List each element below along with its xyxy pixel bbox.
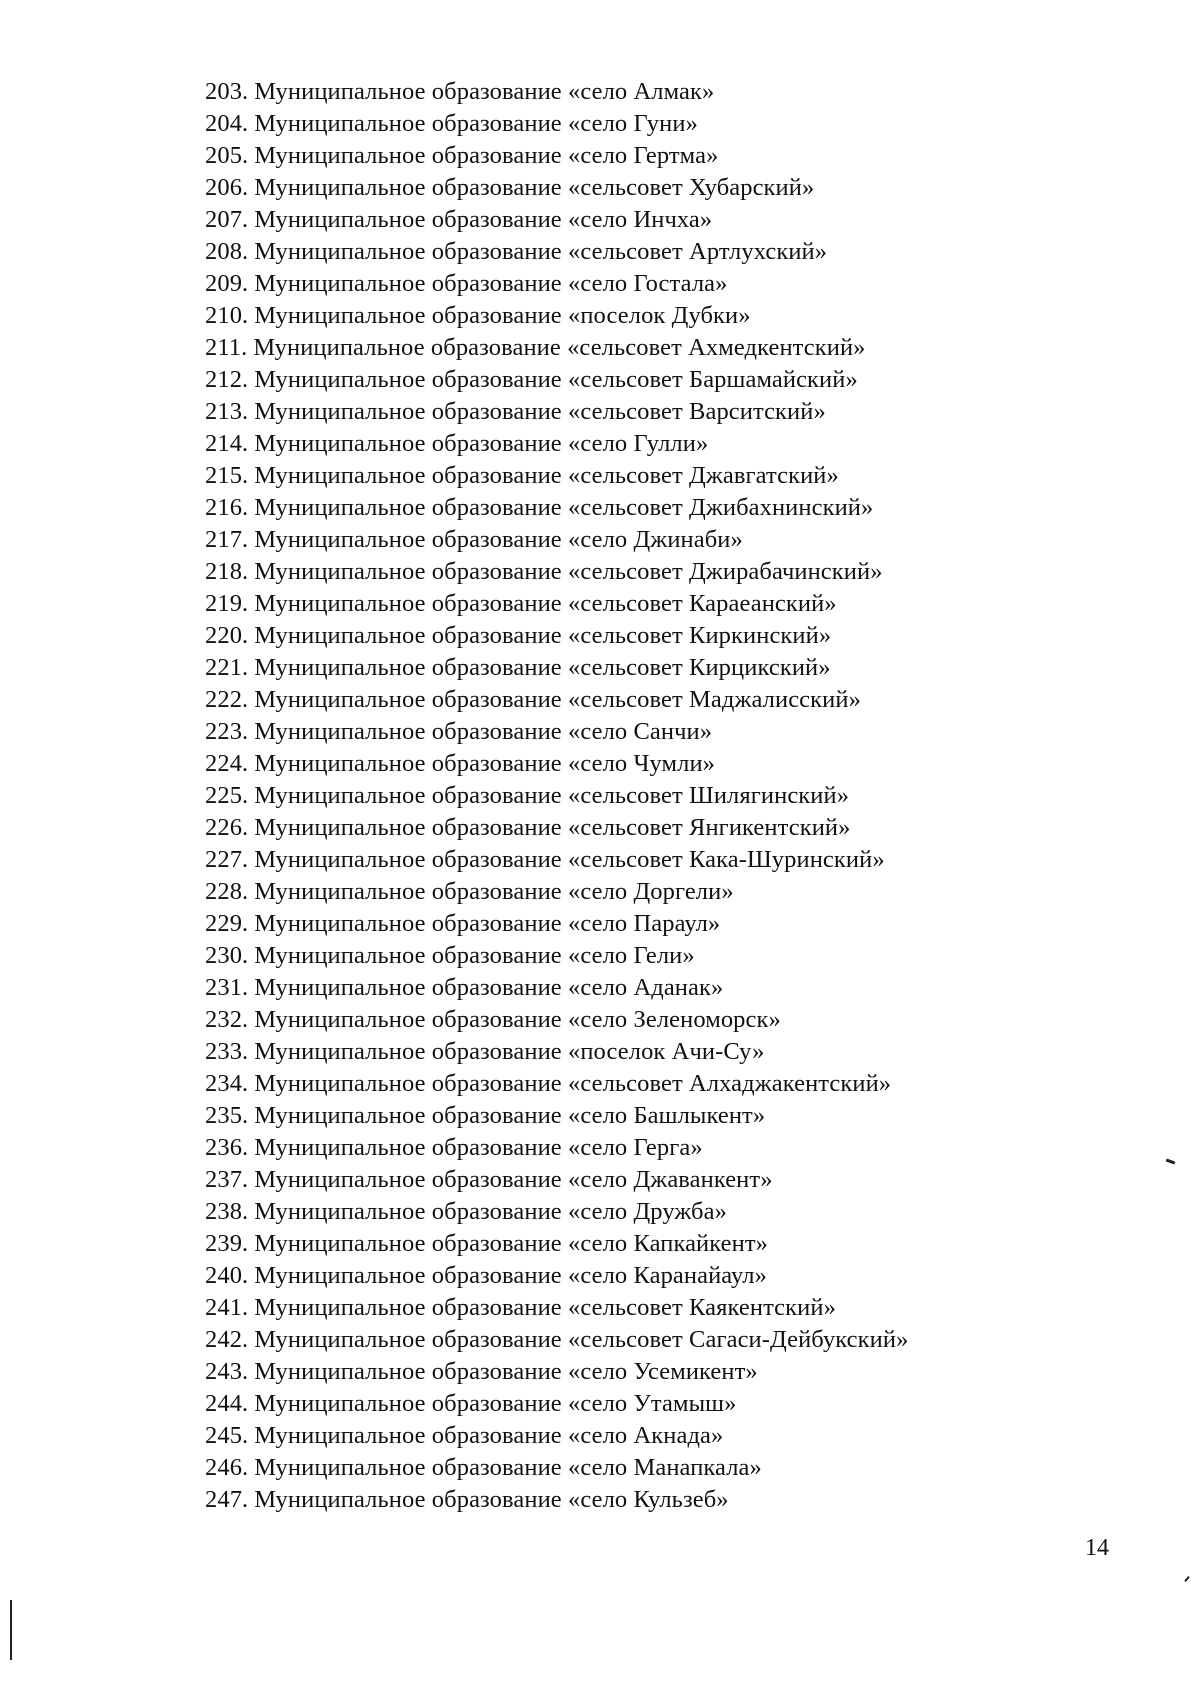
list-item — [205, 844, 908, 876]
list-item — [205, 1196, 908, 1228]
item-number: 222. — [205, 686, 249, 713]
item-number: 236. — [205, 1134, 249, 1161]
list-item — [205, 460, 908, 492]
item-number: 240. — [205, 1262, 249, 1289]
item-text: Муниципальное образование «село Манапкала» — [254, 1454, 762, 1481]
item-number: 238. — [205, 1198, 249, 1225]
item-text: Муниципальное образование «сельсовет Кирцикский» — [254, 654, 831, 681]
item-text: Муниципальное образование «село Гулли» — [254, 430, 709, 457]
list-item — [205, 428, 908, 460]
item-text: Муниципальное образование «сельсовет Шилягинский» — [254, 782, 850, 809]
item-text: Муниципальное образование «сельсовет Варситский» — [254, 398, 826, 425]
item-number: 244. — [205, 1390, 249, 1417]
item-number: 232. — [205, 1006, 249, 1033]
item-number: 226. — [205, 814, 249, 841]
scan-artifact-mark — [10, 1600, 12, 1660]
item-text: Муниципальное образование «село Зеленоморск» — [254, 1006, 781, 1033]
item-number: 203. — [205, 78, 249, 105]
item-text: Муниципальное образование «сельсовет Джибахнинский» — [254, 494, 874, 521]
item-number: 231. — [205, 974, 249, 1001]
item-text: Муниципальное образование «село Кульзеб» — [254, 1486, 729, 1513]
list-item — [205, 748, 908, 780]
item-text: Муниципальное образование «сельсовет Ахмедкентский» — [253, 334, 866, 361]
item-number: 221. — [205, 654, 249, 681]
item-text: Муниципальное образование «сельсовет Каякентский» — [254, 1294, 836, 1321]
item-text: Муниципальное образование «сельсовет Сагаси-Дейбукский» — [254, 1326, 909, 1353]
list-item — [205, 1484, 908, 1516]
list-item — [205, 1324, 908, 1356]
list-item — [205, 652, 908, 684]
list-item — [205, 908, 908, 940]
list-item — [205, 172, 908, 204]
list-item — [205, 1004, 908, 1036]
list-item — [205, 76, 908, 108]
item-number: 247. — [205, 1486, 249, 1513]
item-text: Муниципальное образование «село Джинаби» — [254, 526, 743, 553]
item-number: 233. — [205, 1038, 249, 1065]
item-text: Муниципальное образование «поселок Дубки» — [254, 302, 751, 329]
item-number: 204. — [205, 110, 249, 137]
list-item — [205, 204, 908, 236]
item-number: 245. — [205, 1422, 249, 1449]
list-item — [205, 140, 908, 172]
item-text: Муниципальное образование «сельсовет Кака-Шуринский» — [254, 846, 885, 873]
list-item — [205, 588, 908, 620]
item-number: 213. — [205, 398, 249, 425]
list-item — [205, 1132, 908, 1164]
item-number: 206. — [205, 174, 249, 201]
item-number: 228. — [205, 878, 249, 905]
page-number: 14 — [1085, 1535, 1109, 1561]
list-item — [205, 1452, 908, 1484]
item-text: Муниципальное образование «село Гели» — [254, 942, 695, 969]
list-item — [205, 492, 908, 524]
item-text: Муниципальное образование «сельсовет Маджалисский» — [254, 686, 861, 713]
item-number: 205. — [205, 142, 249, 169]
item-number: 210. — [205, 302, 249, 329]
list-item — [205, 556, 908, 588]
list-item — [205, 1260, 908, 1292]
item-number: 230. — [205, 942, 249, 969]
scan-artifact-mark — [1166, 1159, 1175, 1165]
item-number: 212. — [205, 366, 249, 393]
item-number: 243. — [205, 1358, 249, 1385]
item-text: Муниципальное образование «сельсовет Хубарский» — [254, 174, 815, 201]
item-text: Муниципальное образование «село Башлыкент» — [254, 1102, 766, 1129]
item-number: 235. — [205, 1102, 249, 1129]
item-text: Муниципальное образование «село Капкайкент» — [254, 1230, 769, 1257]
item-number: 234. — [205, 1070, 249, 1097]
item-number: 217. — [205, 526, 249, 553]
list-item — [205, 972, 908, 1004]
item-text: Муниципальное образование «село Гостала» — [254, 270, 728, 297]
list-item — [205, 1100, 908, 1132]
item-number: 208. — [205, 238, 249, 265]
item-text: Муниципальное образование «село Санчи» — [254, 718, 713, 745]
list-item — [205, 1164, 908, 1196]
list-item — [205, 364, 908, 396]
item-text: Муниципальное образование «село Каранайаул» — [254, 1262, 767, 1289]
item-number: 225. — [205, 782, 249, 809]
list-item — [205, 300, 908, 332]
list-item — [205, 1228, 908, 1260]
item-number: 211. — [205, 334, 248, 361]
list-item — [205, 940, 908, 972]
list-item — [205, 1356, 908, 1388]
item-number: 227. — [205, 846, 249, 873]
item-number: 229. — [205, 910, 249, 937]
list-item — [205, 332, 908, 364]
item-number: 246. — [205, 1454, 249, 1481]
item-number: 207. — [205, 206, 249, 233]
item-text: Муниципальное образование «сельсовет Джавгатский» — [254, 462, 839, 489]
list-item — [205, 236, 908, 268]
item-number: 216. — [205, 494, 249, 521]
item-number: 218. — [205, 558, 249, 585]
list-item — [205, 268, 908, 300]
item-number: 241. — [205, 1294, 249, 1321]
item-text: Муниципальное образование «сельсовет Джирабачинский» — [254, 558, 883, 585]
list-item — [205, 396, 908, 428]
item-number: 220. — [205, 622, 249, 649]
item-number: 224. — [205, 750, 249, 777]
item-text: Муниципальное образование «сельсовет Алхаджакентский» — [254, 1070, 892, 1097]
item-number: 223. — [205, 718, 249, 745]
item-text: Муниципальное образование «село Акнада» — [254, 1422, 724, 1449]
item-text: Муниципальное образование «сельсовет Киркинский» — [254, 622, 832, 649]
item-number: 242. — [205, 1326, 249, 1353]
item-text: Муниципальное образование «село Гертма» — [254, 142, 719, 169]
item-text: Муниципальное образование «село Инчха» — [254, 206, 713, 233]
item-text: Муниципальное образование «село Утамыш» — [254, 1390, 737, 1417]
item-text: Муниципальное образование «село Усемикент» — [254, 1358, 758, 1385]
item-number: 209. — [205, 270, 249, 297]
list-item — [205, 620, 908, 652]
list-item — [205, 1068, 908, 1100]
item-text: Муниципальное образование «сельсовет Артлухский» — [254, 238, 828, 265]
item-text: Муниципальное образование «сельсовет Караеанский» — [254, 590, 837, 617]
item-text: Муниципальное образование «село Джаванкент» — [254, 1166, 773, 1193]
item-number: 239. — [205, 1230, 249, 1257]
item-text: Муниципальное образование «село Параул» — [254, 910, 721, 937]
item-number: 215. — [205, 462, 249, 489]
item-text: Муниципальное образование «село Дружба» — [254, 1198, 727, 1225]
item-text: Муниципальное образование «село Аданак» — [254, 974, 724, 1001]
municipality-list — [205, 76, 908, 1516]
list-item — [205, 812, 908, 844]
list-item — [205, 684, 908, 716]
item-number: 214. — [205, 430, 249, 457]
item-text: Муниципальное образование «село Доргели» — [254, 878, 734, 905]
item-text: Муниципальное образование «село Герга» — [254, 1134, 703, 1161]
item-text: Муниципальное образование «село Гуни» — [254, 110, 698, 137]
list-item — [205, 1388, 908, 1420]
item-text: Муниципальное образование «сельсовет Баршамайский» — [254, 366, 858, 393]
item-number: 219. — [205, 590, 249, 617]
item-text: Муниципальное образование «село Чумли» — [254, 750, 716, 777]
list-item — [205, 716, 908, 748]
list-item — [205, 876, 908, 908]
scan-artifact-mark — [1184, 1576, 1189, 1582]
list-item — [205, 108, 908, 140]
list-item — [205, 1420, 908, 1452]
item-text: Муниципальное образование «сельсовет Янгикентский» — [254, 814, 851, 841]
item-text: Муниципальное образование «поселок Ачи-Су» — [254, 1038, 765, 1065]
list-item — [205, 1036, 908, 1068]
list-item — [205, 1292, 908, 1324]
list-item — [205, 524, 908, 556]
list-item — [205, 780, 908, 812]
item-text: Муниципальное образование «село Алмак» — [254, 78, 715, 105]
item-number: 237. — [205, 1166, 249, 1193]
